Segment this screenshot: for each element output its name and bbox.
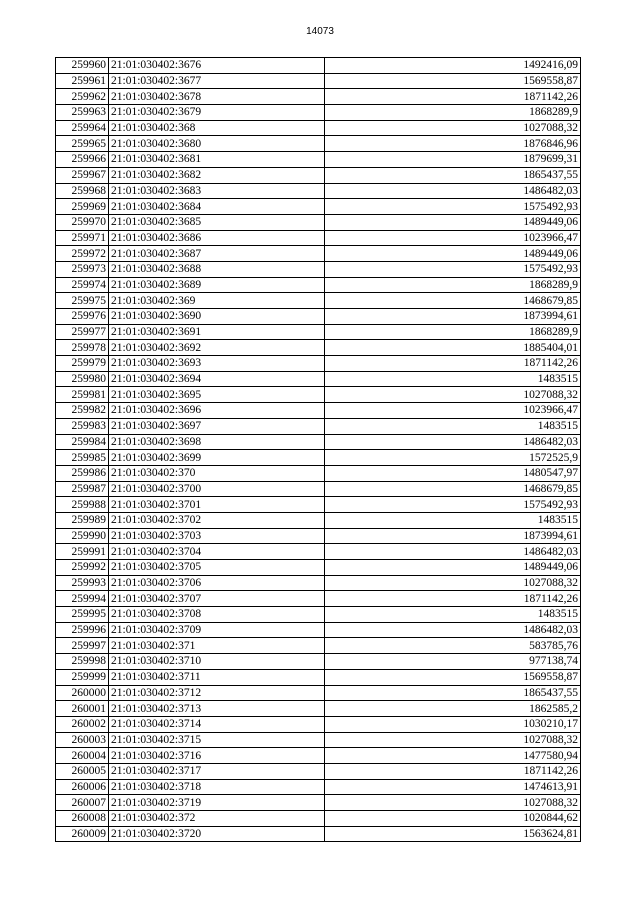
table-row xyxy=(56,340,581,356)
cadastral-number-cell: 21:01:030402:3699 xyxy=(109,450,325,466)
row-number-cell: 260008 xyxy=(56,811,109,827)
table-row xyxy=(56,450,581,466)
cadastral-value-cell: 1027088,32 xyxy=(325,120,581,136)
cadastral-value-cell: 1023966,47 xyxy=(325,230,581,246)
cadastral-number-cell: 21:01:030402:3689 xyxy=(109,277,325,293)
cadastral-value-cell: 1868289,9 xyxy=(325,277,581,293)
cadastral-value-cell: 1569558,87 xyxy=(325,73,581,89)
table-row xyxy=(56,89,581,105)
cadastral-number-cell: 21:01:030402:369 xyxy=(109,293,325,309)
cadastral-number-cell: 21:01:030402:3698 xyxy=(109,434,325,450)
row-number-cell: 259974 xyxy=(56,277,109,293)
cadastral-number-cell: 21:01:030402:3718 xyxy=(109,779,325,795)
cadastral-number-cell: 21:01:030402:3704 xyxy=(109,544,325,560)
table-row xyxy=(56,528,581,544)
table-row xyxy=(56,685,581,701)
cadastral-number-cell: 21:01:030402:3708 xyxy=(109,607,325,623)
row-number-cell: 259992 xyxy=(56,560,109,576)
table-row xyxy=(56,575,581,591)
table-row xyxy=(56,497,581,513)
table-row xyxy=(56,607,581,623)
cadastral-number-cell: 21:01:030402:3703 xyxy=(109,528,325,544)
cadastral-value-cell: 1572525,9 xyxy=(325,450,581,466)
table-row xyxy=(56,779,581,795)
row-number-cell: 259981 xyxy=(56,387,109,403)
table-row xyxy=(56,356,581,372)
cadastral-value-cell: 1569558,87 xyxy=(325,669,581,685)
table-row xyxy=(56,214,581,230)
cadastral-number-cell: 21:01:030402:3707 xyxy=(109,591,325,607)
cadastral-number-cell: 21:01:030402:3705 xyxy=(109,560,325,576)
cadastral-value-cell: 1865437,55 xyxy=(325,167,581,183)
table-row xyxy=(56,481,581,497)
cadastral-number-cell: 21:01:030402:3679 xyxy=(109,105,325,121)
cadastral-number-cell: 21:01:030402:368 xyxy=(109,120,325,136)
table-row xyxy=(56,795,581,811)
cadastral-value-cell: 1862585,2 xyxy=(325,701,581,717)
row-number-cell: 259966 xyxy=(56,152,109,168)
table-row xyxy=(56,654,581,670)
cadastral-value-cell: 583785,76 xyxy=(325,638,581,654)
cadastral-number-cell: 21:01:030402:370 xyxy=(109,465,325,481)
row-number-cell: 260001 xyxy=(56,701,109,717)
cadastral-number-cell: 21:01:030402:3696 xyxy=(109,403,325,419)
table-row xyxy=(56,58,581,74)
cadastral-value-cell: 1483515 xyxy=(325,512,581,528)
cadastral-number-cell: 21:01:030402:3687 xyxy=(109,246,325,262)
cadastral-value-cell: 1876846,96 xyxy=(325,136,581,152)
cadastral-value-cell: 1483515 xyxy=(325,418,581,434)
row-number-cell: 259977 xyxy=(56,324,109,340)
cadastral-number-cell: 21:01:030402:3692 xyxy=(109,340,325,356)
cadastral-number-cell: 21:01:030402:3691 xyxy=(109,324,325,340)
row-number-cell: 260002 xyxy=(56,716,109,732)
table-row xyxy=(56,811,581,827)
row-number-cell: 259961 xyxy=(56,73,109,89)
row-number-cell: 259989 xyxy=(56,512,109,528)
cadastral-value-cell: 1489449,06 xyxy=(325,246,581,262)
cadastral-value-cell: 1020844,62 xyxy=(325,811,581,827)
cadastral-value-cell: 1575492,93 xyxy=(325,261,581,277)
cadastral-number-cell: 21:01:030402:3717 xyxy=(109,763,325,779)
row-number-cell: 259983 xyxy=(56,418,109,434)
row-number-cell: 259998 xyxy=(56,654,109,670)
cadastral-value-cell: 1575492,93 xyxy=(325,497,581,513)
cadastral-number-cell: 21:01:030402:3693 xyxy=(109,356,325,372)
row-number-cell: 259991 xyxy=(56,544,109,560)
cadastral-number-cell: 21:01:030402:3701 xyxy=(109,497,325,513)
table-row xyxy=(56,732,581,748)
row-number-cell: 259985 xyxy=(56,450,109,466)
cadastral-value-cell: 1486482,03 xyxy=(325,544,581,560)
cadastral-number-cell: 21:01:030402:3720 xyxy=(109,826,325,842)
row-number-cell: 259973 xyxy=(56,261,109,277)
row-number-cell: 259969 xyxy=(56,199,109,215)
row-number-cell: 259984 xyxy=(56,434,109,450)
table-row xyxy=(56,465,581,481)
cadastral-number-cell: 21:01:030402:3702 xyxy=(109,512,325,528)
table-row xyxy=(56,183,581,199)
cadastral-value-cell: 1486482,03 xyxy=(325,622,581,638)
row-number-cell: 259987 xyxy=(56,481,109,497)
cadastral-value-cell: 1871142,26 xyxy=(325,763,581,779)
cadastral-number-cell: 21:01:030402:3690 xyxy=(109,309,325,325)
table-row xyxy=(56,638,581,654)
row-number-cell: 259964 xyxy=(56,120,109,136)
cadastral-number-cell: 21:01:030402:3682 xyxy=(109,167,325,183)
cadastral-value-cell: 1489449,06 xyxy=(325,560,581,576)
cadastral-number-cell: 21:01:030402:3694 xyxy=(109,371,325,387)
row-number-cell: 259990 xyxy=(56,528,109,544)
row-number-cell: 259982 xyxy=(56,403,109,419)
row-number-cell: 259986 xyxy=(56,465,109,481)
table-row xyxy=(56,246,581,262)
cadastral-number-cell: 21:01:030402:3678 xyxy=(109,89,325,105)
cadastral-value-cell: 1873994,61 xyxy=(325,309,581,325)
cadastral-number-cell: 21:01:030402:371 xyxy=(109,638,325,654)
cadastral-number-cell: 21:01:030402:3709 xyxy=(109,622,325,638)
table-row xyxy=(56,167,581,183)
row-number-cell: 259988 xyxy=(56,497,109,513)
cadastral-value-cell: 1486482,03 xyxy=(325,183,581,199)
cadastral-number-cell: 21:01:030402:3677 xyxy=(109,73,325,89)
cadastral-value-cell: 1575492,93 xyxy=(325,199,581,215)
page-number: 14073 xyxy=(306,26,334,37)
cadastral-number-cell: 21:01:030402:3676 xyxy=(109,58,325,74)
cadastral-value-cell: 1468679,85 xyxy=(325,481,581,497)
cadastral-number-cell: 21:01:030402:3719 xyxy=(109,795,325,811)
cadastral-value-cell: 1474613,91 xyxy=(325,779,581,795)
cadastral-value-cell: 1885404,01 xyxy=(325,340,581,356)
cadastral-number-cell: 21:01:030402:3688 xyxy=(109,261,325,277)
cadastral-value-cell: 1563624,81 xyxy=(325,826,581,842)
table-row xyxy=(56,544,581,560)
cadastral-number-cell: 21:01:030402:3681 xyxy=(109,152,325,168)
row-number-cell: 259993 xyxy=(56,575,109,591)
cadastral-number-cell: 21:01:030402:3711 xyxy=(109,669,325,685)
row-number-cell: 260007 xyxy=(56,795,109,811)
table-row xyxy=(56,277,581,293)
table-row xyxy=(56,73,581,89)
table-row xyxy=(56,230,581,246)
row-number-cell: 259999 xyxy=(56,669,109,685)
table-body xyxy=(56,58,581,842)
cadastral-value-cell: 1879699,31 xyxy=(325,152,581,168)
table-row xyxy=(56,418,581,434)
row-number-cell: 259979 xyxy=(56,356,109,372)
table-row xyxy=(56,199,581,215)
cadastral-number-cell: 21:01:030402:372 xyxy=(109,811,325,827)
table-row xyxy=(56,324,581,340)
table-row xyxy=(56,591,581,607)
cadastral-value-cell: 1871142,26 xyxy=(325,591,581,607)
table-row xyxy=(56,622,581,638)
cadastral-value-cell: 1492416,09 xyxy=(325,58,581,74)
row-number-cell: 259963 xyxy=(56,105,109,121)
cadastral-value-cell: 977138,74 xyxy=(325,654,581,670)
cadastral-value-cell: 1468679,85 xyxy=(325,293,581,309)
table-row xyxy=(56,748,581,764)
cadastral-value-cell: 1027088,32 xyxy=(325,387,581,403)
cadastral-value-cell: 1030210,17 xyxy=(325,716,581,732)
cadastral-value-cell: 1486482,03 xyxy=(325,434,581,450)
row-number-cell: 259971 xyxy=(56,230,109,246)
row-number-cell: 259976 xyxy=(56,309,109,325)
cadastral-number-cell: 21:01:030402:3680 xyxy=(109,136,325,152)
table-row xyxy=(56,512,581,528)
cadastral-value-cell: 1489449,06 xyxy=(325,214,581,230)
table-row xyxy=(56,136,581,152)
table-row xyxy=(56,403,581,419)
row-number-cell: 259995 xyxy=(56,607,109,623)
cadastral-number-cell: 21:01:030402:3695 xyxy=(109,387,325,403)
table-row xyxy=(56,293,581,309)
cadastral-number-cell: 21:01:030402:3683 xyxy=(109,183,325,199)
cadastral-value-cell: 1873994,61 xyxy=(325,528,581,544)
cadastral-number-cell: 21:01:030402:3685 xyxy=(109,214,325,230)
row-number-cell: 259965 xyxy=(56,136,109,152)
table-row xyxy=(56,387,581,403)
table-row xyxy=(56,152,581,168)
table-row xyxy=(56,763,581,779)
table-row xyxy=(56,434,581,450)
cadastral-value-cell: 1871142,26 xyxy=(325,356,581,372)
row-number-cell: 259978 xyxy=(56,340,109,356)
cadastral-value-table xyxy=(55,57,581,842)
cadastral-value-cell: 1483515 xyxy=(325,371,581,387)
row-number-cell: 259980 xyxy=(56,371,109,387)
table-row xyxy=(56,701,581,717)
table-row xyxy=(56,669,581,685)
cadastral-value-cell: 1480547,97 xyxy=(325,465,581,481)
table-row xyxy=(56,309,581,325)
cadastral-number-cell: 21:01:030402:3712 xyxy=(109,685,325,701)
cadastral-value-cell: 1027088,32 xyxy=(325,575,581,591)
row-number-cell: 259996 xyxy=(56,622,109,638)
cadastral-number-cell: 21:01:030402:3714 xyxy=(109,716,325,732)
table-row xyxy=(56,371,581,387)
table-row xyxy=(56,261,581,277)
row-number-cell: 259960 xyxy=(56,58,109,74)
cadastral-value-cell: 1483515 xyxy=(325,607,581,623)
cadastral-number-cell: 21:01:030402:3716 xyxy=(109,748,325,764)
cadastral-number-cell: 21:01:030402:3700 xyxy=(109,481,325,497)
table-row xyxy=(56,560,581,576)
cadastral-number-cell: 21:01:030402:3715 xyxy=(109,732,325,748)
row-number-cell: 260000 xyxy=(56,685,109,701)
cadastral-value-cell: 1871142,26 xyxy=(325,89,581,105)
row-number-cell: 259997 xyxy=(56,638,109,654)
row-number-cell: 260003 xyxy=(56,732,109,748)
table-row xyxy=(56,120,581,136)
cadastral-value-cell: 1477580,94 xyxy=(325,748,581,764)
cadastral-value-cell: 1868289,9 xyxy=(325,105,581,121)
cadastral-value-cell: 1027088,32 xyxy=(325,795,581,811)
table-row xyxy=(56,105,581,121)
cadastral-value-cell: 1027088,32 xyxy=(325,732,581,748)
cadastral-value-cell: 1868289,9 xyxy=(325,324,581,340)
table-row xyxy=(56,826,581,842)
cadastral-number-cell: 21:01:030402:3710 xyxy=(109,654,325,670)
table-row xyxy=(56,716,581,732)
row-number-cell: 259970 xyxy=(56,214,109,230)
row-number-cell: 259962 xyxy=(56,89,109,105)
row-number-cell: 259994 xyxy=(56,591,109,607)
row-number-cell: 259972 xyxy=(56,246,109,262)
cadastral-number-cell: 21:01:030402:3697 xyxy=(109,418,325,434)
row-number-cell: 260006 xyxy=(56,779,109,795)
cadastral-value-cell: 1023966,47 xyxy=(325,403,581,419)
cadastral-number-cell: 21:01:030402:3713 xyxy=(109,701,325,717)
row-number-cell: 259975 xyxy=(56,293,109,309)
row-number-cell: 259967 xyxy=(56,167,109,183)
cadastral-number-cell: 21:01:030402:3686 xyxy=(109,230,325,246)
cadastral-number-cell: 21:01:030402:3706 xyxy=(109,575,325,591)
row-number-cell: 260009 xyxy=(56,826,109,842)
row-number-cell: 260005 xyxy=(56,763,109,779)
row-number-cell: 260004 xyxy=(56,748,109,764)
row-number-cell: 259968 xyxy=(56,183,109,199)
cadastral-number-cell: 21:01:030402:3684 xyxy=(109,199,325,215)
cadastral-value-cell: 1865437,55 xyxy=(325,685,581,701)
